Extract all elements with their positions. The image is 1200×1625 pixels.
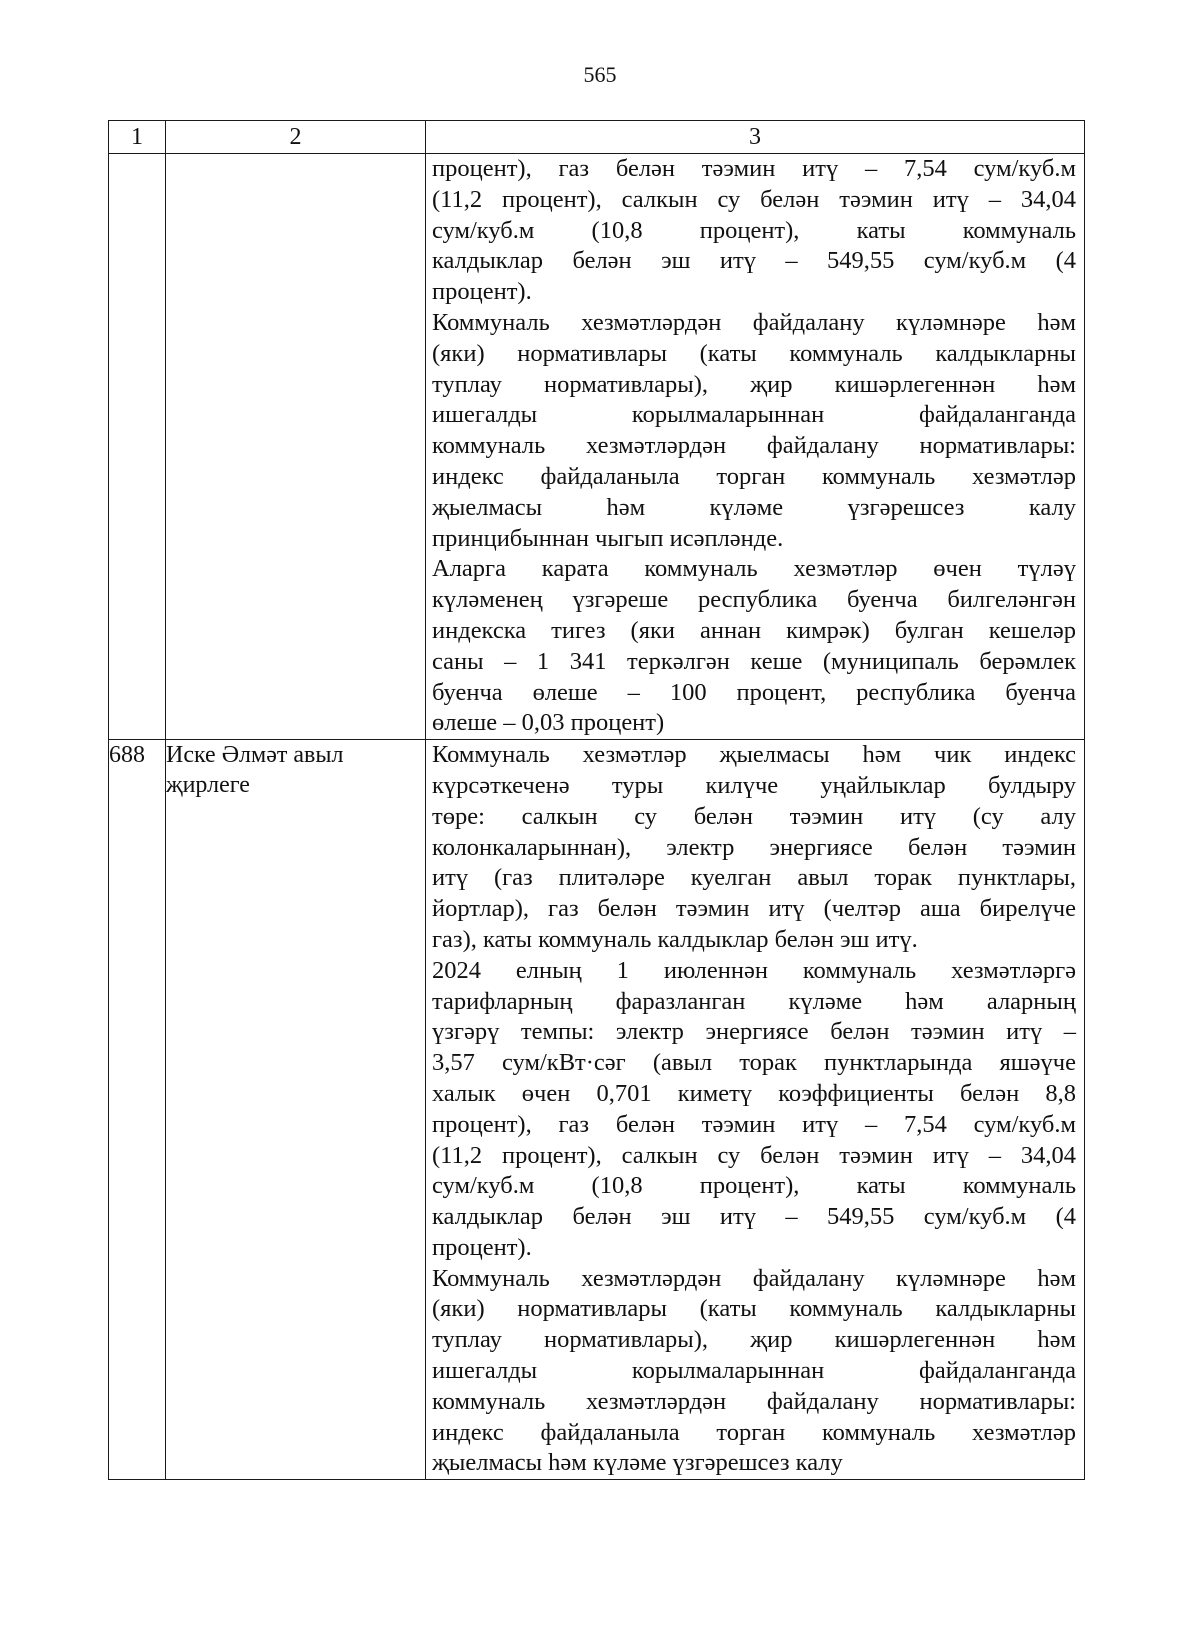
- text-line: җыелмасы һәм күләме үзгәрешсез калу: [432, 1449, 843, 1477]
- text-line: саны – 1 341 теркәлгән кеше (муниципаль берәмлек: [432, 647, 1076, 675]
- row-number: 688: [109, 740, 166, 1480]
- text-line: халык өчен 0,701 киметү коэффициенты белән 8,8: [432, 1079, 1076, 1107]
- settlement-name: [166, 154, 426, 740]
- header-cell-1: 1: [109, 121, 166, 154]
- header-row: [109, 121, 1085, 154]
- description-text: [426, 740, 1084, 1479]
- text-line: йортлар), газ белән тәэмин итү (челтәр аша бирелүче: [432, 895, 1076, 923]
- text-line: туплау нормативлары), җир кишәрлегеннән һәм: [432, 1326, 1076, 1354]
- description-cell: [426, 740, 1085, 1480]
- text-line: җыелмасы һәм күләме үзгәрешсез калу: [432, 493, 1076, 521]
- text-line: сум/куб.м (10,8 процент), каты коммуналь: [432, 1172, 1076, 1200]
- text-line: калдыклар белән эш итү – 549,55 сум/куб.м (4: [432, 247, 1076, 275]
- text-line: 3,57 сум/кВт·сәг (авыл торак пунктларында яшәүче: [432, 1049, 1076, 1077]
- text-line: процент), газ белән тәэмин итү – 7,54 сум/куб.м: [432, 155, 1076, 182]
- text-line: тарифларның фаразланган күләме һәм аларның: [432, 987, 1076, 1015]
- text-line: процент), газ белән тәэмин итү – 7,54 сум/куб.м: [432, 1110, 1076, 1138]
- text-line: ишегалды корылмаларыннан файдаланганда: [432, 401, 1076, 429]
- text-line: буенча өлеше – 100 процент, республика буенча: [432, 678, 1076, 706]
- settlement-name: Иске Әлмәт авыл җирлеге: [166, 740, 426, 1480]
- text-line: күрсәткеченә туры килүче уңайлыклар булдыру: [432, 771, 1076, 799]
- text-line: сум/куб.м (10,8 процент), каты коммуналь: [432, 216, 1076, 244]
- text-line: (11,2 процент), салкын су белән тәэмин итү – 34,04: [432, 185, 1076, 213]
- text-line: төре: салкын су белән тәэмин итү (су алу: [432, 802, 1076, 830]
- text-line: индекска тигез (яки аннан кимрәк) булган кешеләр: [432, 616, 1076, 644]
- text-line: үзгәрү темпы: электр энергиясе белән тәэмин итү –: [432, 1018, 1076, 1046]
- table-row: [109, 154, 1085, 740]
- text-line: туплау нормативлары), җир кишәрлегеннән һәм: [432, 370, 1076, 398]
- text-line: процент).: [432, 1233, 532, 1261]
- table-row: [109, 740, 1085, 1480]
- text-line: принцибыннан чыгып исәпләнде.: [432, 524, 784, 552]
- header-cell-3: 3: [426, 121, 1085, 154]
- header-cell-2: 2: [166, 121, 426, 154]
- description-text: [426, 154, 1084, 739]
- text-line: газ), каты коммуналь калдыклар белән эш итү.: [432, 925, 918, 953]
- text-line: (11,2 процент), салкын су белән тәэмин итү – 34,04: [432, 1141, 1076, 1169]
- page-number: 565: [583, 62, 617, 87]
- text-line: калдыклар белән эш итү – 549,55 сум/куб.м (4: [432, 1203, 1076, 1231]
- text-line: (яки) нормативлары (каты коммуналь калдыкларны: [432, 339, 1076, 367]
- text-line: процент).: [432, 278, 532, 306]
- data-table: [108, 120, 1085, 1480]
- text-line: 2024 елның 1 июленнән коммуналь хезмәтләргә: [432, 956, 1076, 984]
- text-line: күләменең үзгәреше республика буенча билгеләнгән: [432, 586, 1076, 614]
- text-line: өлеше – 0,03 процент): [432, 709, 665, 737]
- text-line: Коммуналь хезмәтләр җыелмасы һәм чик индекс: [432, 741, 1076, 769]
- text-line: коммуналь хезмәтләрдән файдалану нормативлары:: [432, 432, 1076, 460]
- row-number: [109, 154, 166, 740]
- text-line: Коммуналь хезмәтләрдән файдалану күләмнәре һәм: [432, 1264, 1076, 1292]
- description-cell: [426, 154, 1085, 740]
- text-line: колонкаларыннан), электр энергиясе белән тәэмин: [432, 833, 1076, 861]
- text-line: Коммуналь хезмәтләрдән файдалану күләмнәре һәм: [432, 308, 1076, 336]
- text-line: Аларга карата коммуналь хезмәтләр өчен түләү: [432, 555, 1076, 583]
- text-line: коммуналь хезмәтләрдән файдалану нормативлары:: [432, 1387, 1076, 1415]
- text-line: индекс файдаланыла торган коммуналь хезмәтләр: [432, 1418, 1076, 1446]
- text-line: итү (газ плитәләре куелган авыл торак пунктлары,: [432, 864, 1076, 892]
- text-line: индекс файдаланыла торган коммуналь хезмәтләр: [432, 462, 1076, 490]
- text-line: (яки) нормативлары (каты коммуналь калдыкларны: [432, 1295, 1076, 1323]
- text-line: ишегалды корылмаларыннан файдаланганда: [432, 1357, 1076, 1385]
